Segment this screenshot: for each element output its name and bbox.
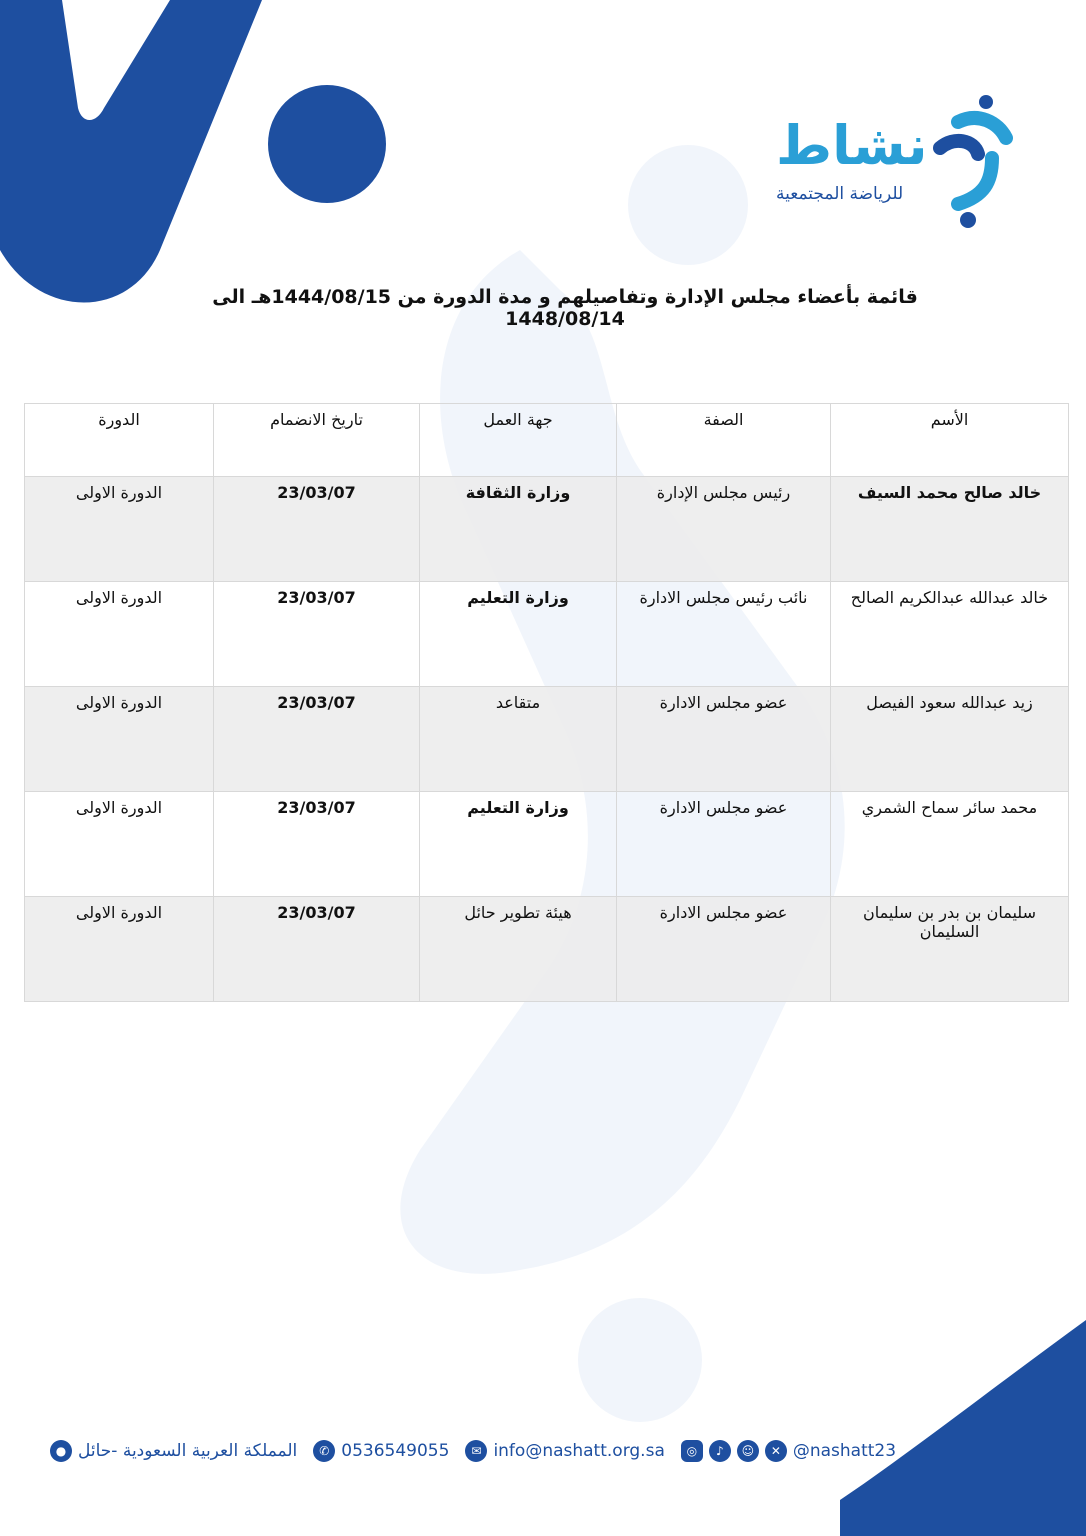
member-name: زيد عبدالله سعود الفيصل	[831, 687, 1069, 792]
table-row	[25, 897, 1069, 1002]
phone-icon: ✆	[313, 1440, 335, 1462]
footer-location: المملكة العربية السعودية -حائل	[78, 1441, 298, 1461]
column-header-name: الأسم	[831, 404, 1069, 477]
footer-social-handle[interactable]: @nashatt23	[792, 1441, 897, 1461]
member-term: الدورة الاولى	[25, 477, 214, 582]
instagram-icon[interactable]: ◎	[681, 1440, 703, 1462]
logo-subtitle: للرياضة المجتمعية	[776, 184, 904, 204]
table-header-row	[25, 404, 1069, 477]
table-row	[25, 687, 1069, 792]
table-row	[25, 792, 1069, 897]
member-join-date: 23/03/07	[214, 792, 420, 897]
member-employer: متقاعد	[420, 687, 617, 792]
member-name: سليمان بن بدر بن سليمان السليمان	[831, 897, 1069, 1002]
tiktok-icon[interactable]: ♪	[709, 1440, 731, 1462]
member-term: الدورة الاولى	[25, 582, 214, 687]
logo-word: نشاط	[776, 114, 928, 177]
member-employer: وزارة الثقافة	[420, 477, 617, 582]
member-name: خالد صالح محمد السيف	[831, 477, 1069, 582]
member-term: الدورة الاولى	[25, 687, 214, 792]
member-role: عضو مجلس الادارة	[617, 792, 831, 897]
corner-check-shape	[0, 0, 262, 303]
snapchat-icon[interactable]: ☺	[737, 1440, 759, 1462]
member-join-date: 23/03/07	[214, 477, 420, 582]
contact-footer	[50, 1434, 950, 1468]
member-role: نائب رئيس مجلس الادارة	[617, 582, 831, 687]
logo-mark-icon	[918, 92, 1018, 232]
footer-phone[interactable]: 0536549055	[341, 1441, 450, 1461]
footer-email[interactable]: info@nashatt.org.sa	[493, 1441, 665, 1461]
brand-logo	[768, 92, 1018, 232]
member-role: عضو مجلس الادارة	[617, 897, 831, 1002]
member-join-date: 23/03/07	[214, 897, 420, 1002]
member-join-date: 23/03/07	[214, 582, 420, 687]
member-join-date: 23/03/07	[214, 687, 420, 792]
member-role: رئيس مجلس الإدارة	[617, 477, 831, 582]
corner-dot	[268, 85, 386, 203]
corner-bottom-shape	[840, 1320, 1086, 1536]
table-row	[25, 582, 1069, 687]
page-title: قائمة بأعضاء مجلس الإدارة وتفاصيلهم و مدة الدورة من 1444/08/15هـ الى 1448/08/14	[212, 286, 918, 330]
member-employer: وزارة التعليم	[420, 792, 617, 897]
member-role: عضو مجلس الادارة	[617, 687, 831, 792]
column-header-term: الدورة	[25, 404, 214, 477]
x-twitter-icon[interactable]: ✕	[765, 1440, 787, 1462]
member-employer: وزارة التعليم	[420, 582, 617, 687]
member-term: الدورة الاولى	[25, 897, 214, 1002]
column-header-employer: جهة العمل	[420, 404, 617, 477]
location-pin-icon: ●	[50, 1440, 72, 1462]
member-name: خالد عبدالله عبدالكريم الصالح	[831, 582, 1069, 687]
member-employer: هيئة تطوير حائل	[420, 897, 617, 1002]
member-term: الدورة الاولى	[25, 792, 214, 897]
board-members-table	[24, 403, 1069, 1002]
column-header-join-date: تاريخ الانضمام	[214, 404, 420, 477]
column-header-role: الصفة	[617, 404, 831, 477]
email-icon: ✉	[465, 1440, 487, 1462]
member-name: محمد سائر سماح الشمري	[831, 792, 1069, 897]
table-row	[25, 477, 1069, 582]
